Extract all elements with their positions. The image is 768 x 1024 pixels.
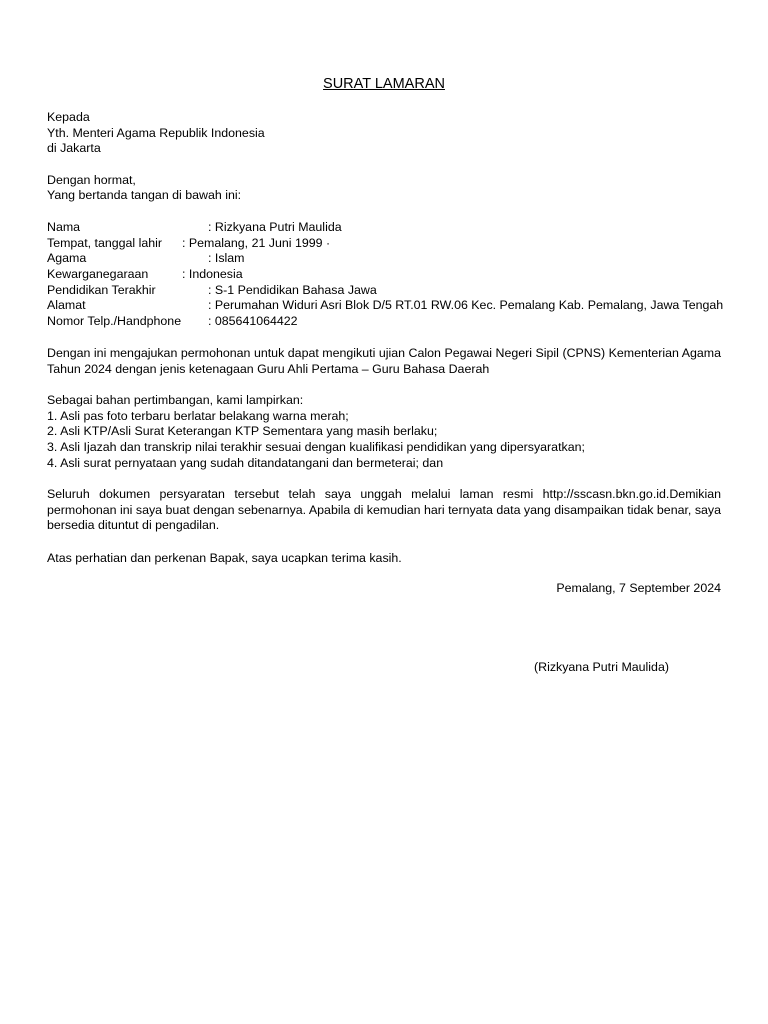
attachment-item-2: 2. Asli KTP/Asli Surat Keterangan KTP Sementara yang masih berlaku; [47,424,438,438]
recipient-line-1: Kepada [47,110,90,124]
place-date: Pemalang, 7 September 2024 [556,581,721,595]
identity-label-citizenship: Kewarganegaraan [47,267,149,281]
identity-value-birth: : Pemalang, 21 Juni 1999 · [182,236,331,250]
identity-label-birth: Tempat, tanggal lahir [47,236,163,250]
application-paragraph: Dengan ini mengajukan permohonan untuk dapat mengikuti ujian Calon Pegawai Negeri Sipil (CPNS) Kementerian Agama Tahun 2024 dengan jenis ketenagaan Guru Ahli Pertama – Guru Bahasa Daerah [47,346,721,376]
recipient-line-2: Yth. Menteri Agama Republik Indonesia [47,126,265,140]
identity-value-address: : Perumahan Widuri Asri Blok D/5 RT.01 RW.06 Kec. Pemalang Kab. Pemalang, Jawa Tengah [208,298,724,312]
documents-paragraph: Seluruh dokumen persyaratan tersebut telah saya unggah melalui laman resmi http://sscasn.bkn.go.id.Demikian permohonan ini saya buat dengan sebenarnya. Apabila di kemudian hari ternyata data yang disampaikan tidak benar, saya bersedia dituntut di pengadilan. [47,487,721,533]
identity-label-phone: Nomor Telp./Handphone [47,314,182,328]
identity-value-education: : S-1 Pendidikan Bahasa Jawa [208,283,377,297]
attachment-item-1: 1. Asli pas foto terbaru berlatar belakang warna merah; [47,409,349,423]
identity-label-address: Alamat [47,298,86,312]
identity-label-education: Pendidikan Terakhir [47,283,156,297]
identity-value-name: : Rizkyana Putri Maulida [208,220,342,234]
attachment-item-3: 3. Asli Ijazah dan transkrip nilai terakhir sesuai dengan kualifikasi pendidikan yang dipersyaratkan; [47,440,585,454]
identity-value-phone: : 085641064422 [208,314,298,328]
closing-line: Atas perhatian dan perkenan Bapak, saya ucapkan terima kasih. [47,551,402,565]
identity-value-citizenship: : Indonesia [182,267,243,281]
attachments-intro: Sebagai bahan pertimbangan, kami lampirkan: [47,393,304,407]
recipient-line-3: di Jakarta [47,141,101,155]
attachment-item-4: 4. Asli surat pernyataan yang sudah ditandatangani dan bermeterai; dan [47,456,444,470]
intro-line: Yang bertanda tangan di bawah ini: [47,188,242,202]
signature-name: (Rizkyana Putri Maulida) [534,660,669,674]
identity-value-religion: : Islam [208,251,245,265]
letter-title: SURAT LAMARAN [323,76,445,92]
identity-label-name: Nama [47,220,81,234]
identity-label-religion: Agama [47,251,87,265]
greeting-line: Dengan hormat, [47,173,136,187]
